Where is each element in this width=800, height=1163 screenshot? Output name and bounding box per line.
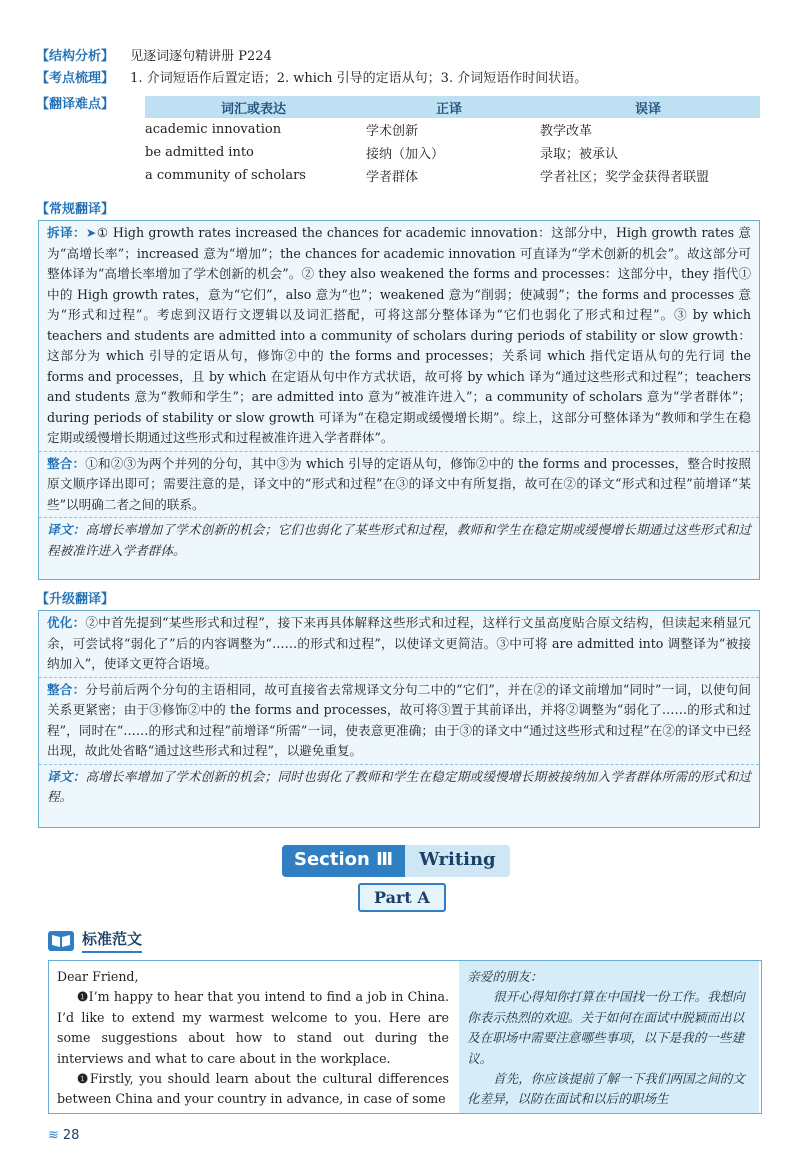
zhenghe-label: 整合： (47, 455, 86, 471)
table-row (145, 118, 760, 141)
essay-box (48, 960, 762, 1114)
regular-box (38, 220, 760, 580)
section-title (282, 845, 510, 877)
vocab-cell: 接纳（加入） (366, 147, 445, 162)
structure-value: 见逐词逐句精讲册 P224 (130, 49, 272, 64)
part-title: Part A (358, 883, 446, 912)
essay-zh-greeting: 亲爱的朋友： (467, 969, 543, 984)
chaiyi-text: ① High growth rates increased the chances for academic innovation：这部分中，High growth rates 意为“高增长率”；increased 意为“增加”；the chances for academic innovation 可直译为“学术创新的机会”。故这部分可整体译为“高增长率增加了学术创新的机会”。② they also weakened the forms and processes：这部分中，they 指代①中的 High growth rates，意为“它们”，also 意为“也”；weakened 意为“削弱；使减弱”；the forms and processes 意为“形式和过程”。考虑到汉语行文逻辑以及词汇搭配，可将这部分整体译为“它们也弱化了形式和过程”。③ by which teachers and students are admitted into a community of scholars during periods of stability or slow growth：这部分为 which 引导的定语从句，修饰②中的 the forms and processes；关系词 which 指代定语从句的先行词 the forms and processes，且 by which 在定语从句中作方式状语，故可将 by which 译为“通过这些形式和过程”；teachers and students 意为“教师和学生”；are admitted into 意为“被准许进入”；a community of scholars 意为“学者群体”；during periods of stability or slow growth 可译为“在稳定期或缓慢增长期”。综上，这部分可整体译为“教师和学生在稳定期或缓慢增长期通过这些形式和过程被准许进入学者群体”。 (47, 225, 752, 445)
vocab-cell: 学者社区；奖学金获得者联盟 (540, 170, 710, 185)
yiwen-paragraph (39, 517, 759, 563)
regular-label: 【常规翻译】 (36, 202, 115, 217)
essay-paragraph-2-text: Firstly, you should learn about the cultural differences between China and your country in advance, in case of some (57, 1071, 450, 1107)
vocab-header: 词汇或表达 (145, 96, 362, 118)
youhua-text: ②中首先提到“某些形式和过程”，接下来再具体解释这些形式和过程，这样行文虽高度贴合原文结构，但读起来稍显冗余，可尝试将“弱化了”后的内容调整为“……的形式和过程”，以使译文更简洁。③中可将 are admitted into 调整译为“被接纳加入”，使译文更符合语境。 (47, 615, 751, 671)
advanced-zhenghe-paragraph (39, 677, 759, 764)
chaiyi-paragraph (39, 221, 759, 451)
sample-label: 标准范文 (82, 928, 142, 953)
chaiyi-label: 拆译： (47, 225, 86, 240)
essay-paragraph-1-text: I’m happy to hear that you intend to find a job in China. I’d like to extend my warmest welcome to you. Here are some suggestions about how to stand out during the interviews and what to care about in the workplace. (57, 989, 450, 1066)
points-label: 【考点梳理】 (36, 71, 115, 86)
sentence-number-icon: ❶ (77, 1071, 90, 1087)
vocab-cell: 学者群体 (366, 170, 419, 185)
vocab-cell: 录取；被承认 (540, 147, 619, 162)
vocab-cell: a community of scholars (145, 168, 306, 183)
points-row (36, 70, 587, 88)
zhenghe-text: ①和②③为两个并列的分句，其中③为 which 引导的定语从句，修饰②中的 the forms and processes，整合时按照原文顺序译出即可；需要注意的是，译文中的“形式和过程”在③的译文中有所复指，故可在②的译文“形式和过程”前增译“某些”以明确二者之间的联系。 (47, 455, 751, 512)
advanced-yiwen-label: 译文： (47, 768, 86, 784)
advanced-zhenghe-text: 分号前后两个分句的主语相同，故可直接省去常规译文分句二中的“它们”，并在②的译文前增加“同时”一词，以使句间关系更紧密；由于③修饰②中的 the forms and processes，故可将③置于其前译出，并将②调整为“弱化了……的形式和过程”，同时在“……的形式和过程”前增译“所需”一词，使表意更准确；由于③的译文中“通过这些形式和过程”在②的译文中已经出现，故此处省略“通过这些形式和过程”，以避免重复。 (47, 681, 751, 758)
essay-paragraph-2 (57, 1069, 449, 1110)
vocab-cell: 教学改革 (540, 124, 593, 139)
page-number (48, 1128, 79, 1143)
essay-greeting: Dear Friend, (57, 969, 139, 984)
difficulty-label: 【翻译难点】 (36, 97, 115, 112)
difficulty-row (36, 96, 114, 114)
advanced-box (38, 610, 760, 828)
page-swoosh-icon: ≋ (48, 1128, 59, 1143)
zhenghe-paragraph (39, 451, 759, 518)
youhua-label: 优化： (47, 615, 86, 630)
section-number: Section Ⅲ (282, 845, 405, 877)
arrow-icon: ➤ (85, 225, 97, 240)
yiwen-text: 高增长率增加了学术创新的机会；它们也弱化了某些形式和过程，教师和学生在稳定期或缓慢增长期通过这些形式和过程被准许进入学者群体。 (47, 522, 752, 558)
vocab-header: 误译 (536, 96, 760, 118)
vocab-header-row (145, 96, 760, 118)
structure-row (36, 48, 272, 66)
points-value: 1. 介词短语作后置定语；2. which 引导的定语从句；3. 介词短语作时间状语。 (130, 71, 588, 86)
essay-zh-paragraph-2: 首先，你应该提前了解一下我们两国之间的文化差异，以防在面试和以后的职场生 (467, 1071, 745, 1107)
vocab-cell: be admitted into (145, 145, 254, 160)
advanced-zhenghe-label: 整合： (47, 681, 86, 697)
vocab-header: 正译 (362, 96, 536, 118)
essay-zh-paragraph-1: 很开心得知你打算在中国找一份工作。我想向你表示热烈的欢迎。关于如何在面试中脱颖而出以及在职场中需要注意哪些事项，以下是我的一些建议。 (467, 989, 745, 1066)
essay-english (57, 967, 449, 1110)
yiwen-label: 译文： (47, 522, 86, 537)
book-icon (48, 931, 74, 951)
vocab-cell: academic innovation (145, 122, 282, 137)
table-row (145, 164, 760, 187)
table-row (145, 141, 760, 164)
youhua-paragraph (39, 611, 759, 677)
advanced-yiwen-paragraph (39, 764, 759, 810)
advanced-label: 【升级翻译】 (36, 592, 115, 607)
section-name: Writing (405, 845, 510, 877)
structure-label: 【结构分析】 (36, 49, 115, 64)
advanced-yiwen-text: 高增长率增加了学术创新的机会；同时也弱化了教师和学生在稳定期或缓慢增长期被接纳加入学者群体所需的形式和过程。 (47, 768, 752, 804)
page-number-text: 28 (62, 1128, 80, 1143)
sample-heading (48, 928, 142, 953)
essay-paragraph-1 (57, 987, 449, 1069)
vocab-cell: 学术创新 (366, 124, 419, 139)
essay-chinese (459, 961, 759, 1113)
sentence-number-icon: ❶ (77, 989, 89, 1005)
vocab-table (145, 96, 760, 187)
